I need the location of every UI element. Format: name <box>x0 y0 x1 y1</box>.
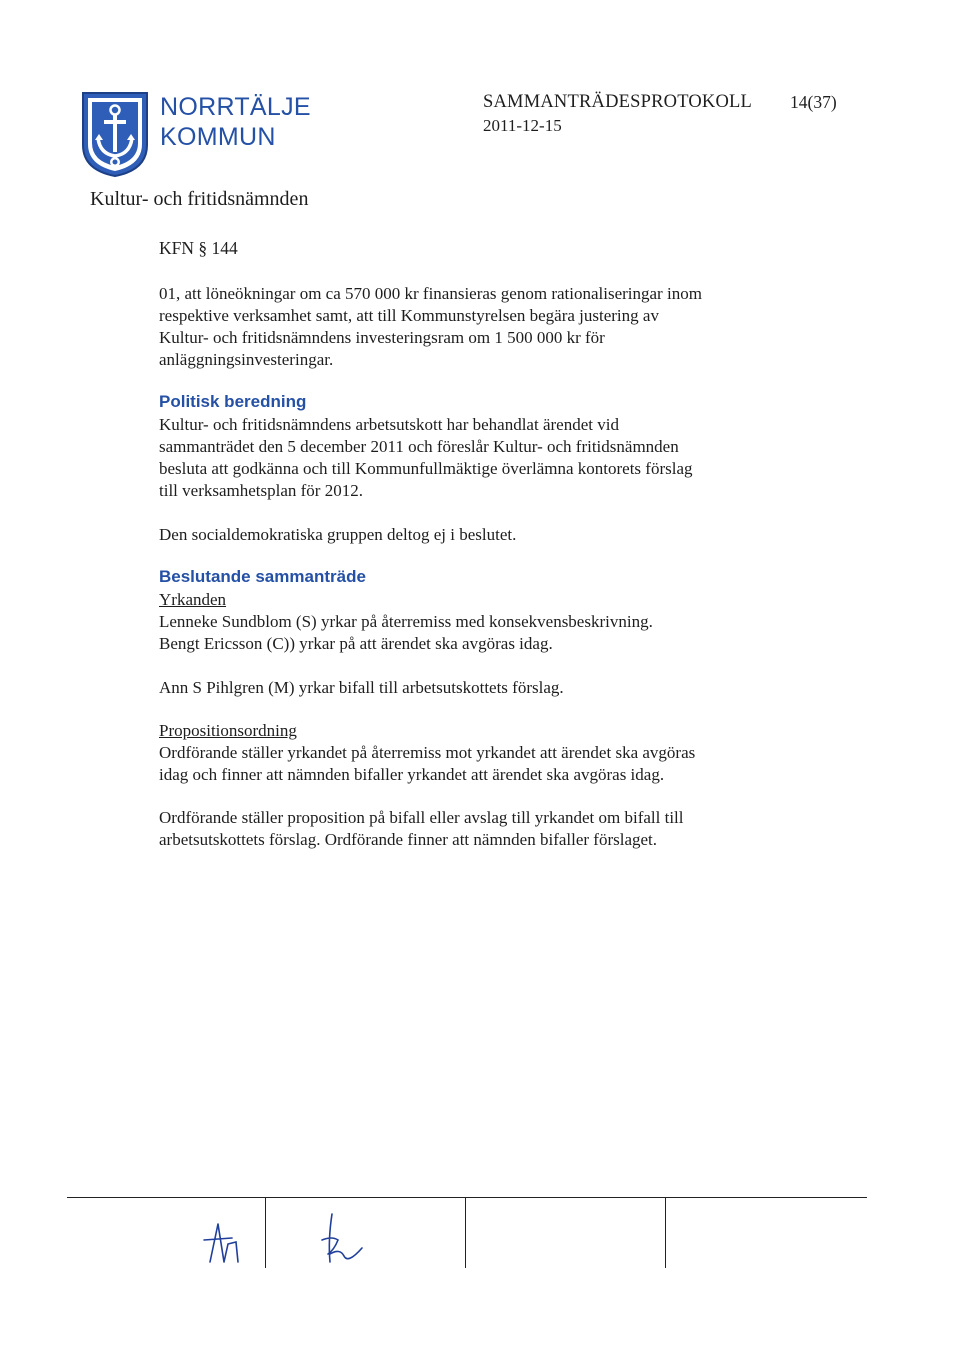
yrkanden-label: Yrkanden <box>159 590 227 609</box>
text-line: Kultur- och fritidsnämndens arbetsutskott har behandlat ärendet vid <box>159 415 619 434</box>
yrkande-third <box>159 677 799 699</box>
text-line: Ordförande ställer yrkandet på återremiss mot yrkandet att ärendet ska avgöras <box>159 743 696 762</box>
signature-divider <box>67 1197 867 1198</box>
paragraph-id: KFN § 144 <box>159 238 238 258</box>
page-number: 14(37) <box>790 92 837 112</box>
beslutande-heading: Beslutande sammanträde <box>159 567 366 586</box>
text-line: Ordförande ställer proposition på bifall eller avslag till yrkandet om bifall till <box>159 808 684 827</box>
propositionsordning-label: Propositionsordning <box>159 721 297 740</box>
document-date: 2011-12-15 <box>483 116 562 135</box>
proposition-paragraph <box>159 807 799 851</box>
department-name: Kultur- och fritidsnämnden <box>90 188 309 210</box>
intro-paragraph <box>159 283 799 371</box>
text-line: arbetsutskottets förslag. Ordförande finner att nämnden bifaller förslaget. <box>159 830 658 849</box>
text-line: Den socialdemokratiska gruppen deltog ej i beslutet. <box>159 525 517 544</box>
initials-signature-2 <box>310 1210 380 1270</box>
yrkanden-section <box>159 589 799 655</box>
text-line: anläggningsinvesteringar. <box>159 350 334 369</box>
group-note <box>159 524 799 546</box>
signature-column-divider <box>465 1198 466 1268</box>
text-line: Lenneke Sundblom (S) yrkar på återremiss med konsekvensbeskrivning. <box>159 612 653 631</box>
anchor-shield-icon <box>80 90 150 178</box>
signature-column-divider <box>265 1198 266 1268</box>
text-line: Kultur- och fritidsnämndens investeringsram om 1 500 000 kr för <box>159 328 605 347</box>
text-line: respektive verksamhet samt, att till Kommunstyrelsen begära justering av <box>159 306 659 325</box>
text-line: 01, att löneökningar om ca 570 000 kr finansieras genom rationaliseringar inom <box>159 284 702 303</box>
propositionsordning-section <box>159 720 799 786</box>
document-type: SAMMANTRÄDESPROTOKOLL <box>483 92 753 112</box>
text-line: sammanträdet den 5 december 2011 och föreslår Kultur- och fritidsnämnden <box>159 437 679 456</box>
municipality-logo <box>80 90 150 178</box>
text-line: Bengt Ericsson (C)) yrkar på att ärendet ska avgöras idag. <box>159 634 553 653</box>
text-line: till verksamhetsplan för 2012. <box>159 481 363 500</box>
politisk-beredning-heading: Politisk beredning <box>159 392 307 411</box>
org-name-line2: KOMMUN <box>160 123 276 151</box>
text-line: besluta att godkänna och till Kommunfullmäktige överlämna kontorets förslag <box>159 459 693 478</box>
org-name-line1: NORRTÄLJE <box>160 93 311 121</box>
text-line: idag och finner att nämnden bifaller yrkandet att ärendet ska avgöras idag. <box>159 765 665 784</box>
politisk-beredning-paragraph <box>159 414 799 502</box>
signature-column-divider <box>665 1198 666 1268</box>
text-line: Ann S Pihlgren (M) yrkar bifall till arbetsutskottets förslag. <box>159 678 564 697</box>
initials-signature-1 <box>198 1218 253 1273</box>
organization-name <box>160 92 311 152</box>
